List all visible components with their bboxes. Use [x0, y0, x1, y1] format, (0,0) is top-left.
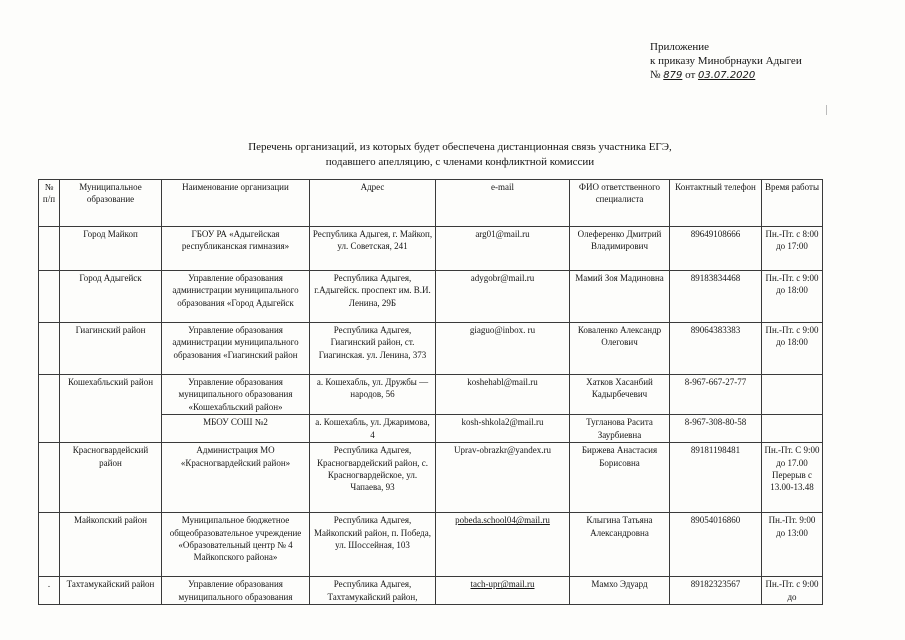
cell-num: . — [39, 577, 60, 605]
scan-mark — [826, 105, 827, 115]
cell-municipality: Гиагинский район — [60, 323, 162, 375]
header-num: № п/п — [39, 180, 60, 227]
cell-organization: Управление образования администрации муниципального образования «Город Адыгейск — [162, 271, 310, 323]
cell-municipality: Кошехабльский район — [60, 375, 162, 443]
cell-address: Республика Адыгея, Красногвардейский район, с. Красногвардейское, ул. Чапаева, 93 — [310, 443, 436, 513]
cell-num — [39, 271, 60, 323]
cell-email: Uprav-obrazkr@yandex.ru — [436, 443, 570, 513]
table-header-row — [39, 180, 823, 227]
cell-num — [39, 323, 60, 375]
cell-address: Республика Адыгея, Тахтамукайский район, — [310, 577, 436, 605]
cell-address: Республика Адыгея, Гиагинский район, ст. Гиагинская. ул. Ленина, 373 — [310, 323, 436, 375]
cell-address: а. Кошехабль, ул. Дружбы — народов, 56 — [310, 375, 436, 415]
cell-phone: 89181198481 — [670, 443, 762, 513]
cell-phone: 89183834468 — [670, 271, 762, 323]
cell-municipality: Тахтамукайский район — [60, 577, 162, 605]
cell-hours — [762, 415, 823, 443]
cell-num — [39, 443, 60, 513]
cell-person: Мамий Зоя Мадиновна — [570, 271, 670, 323]
title-line-1: Перечень организаций, из которых будет обеспечена дистанционная связь участника ЕГЭ, — [248, 141, 672, 153]
cell-municipality: Город Адыгейск — [60, 271, 162, 323]
cell-person: Хатков Хасанбий Кадырбечевич — [570, 375, 670, 415]
cell-hours: Пн.-Пт. с 9:00 до 18:00 — [762, 271, 823, 323]
header-email: e-mail — [436, 180, 570, 227]
cell-address: Республика Адыгея, Майкопский район, п. Победа, ул. Шоссейная, 103 — [310, 513, 436, 577]
number-prefix: № — [650, 69, 661, 81]
order-number: 879 — [663, 70, 683, 81]
cell-address: Республика Адыгея, г. Майкоп, ул. Советская, 241 — [310, 227, 436, 271]
appendix-number-line — [650, 68, 802, 83]
cell-hours: Пн.-Пт. с 8:00 до 17:00 — [762, 227, 823, 271]
cell-hours: Пн.-Пт. С 9:00 до 17.00 Перерыв с 13.00-13.48 — [762, 443, 823, 513]
header-address: Адрес — [310, 180, 436, 227]
cell-person: Олеференко Дмитрий Владимирович — [570, 227, 670, 271]
cell-phone: 8-967-308-80-58 — [670, 415, 762, 443]
cell-phone: 89649108666 — [670, 227, 762, 271]
appendix-order-ref: к приказу Минобрнауки Адыгеи — [650, 55, 802, 67]
table-row — [39, 375, 823, 415]
header-municipality: Муниципальное образование — [60, 180, 162, 227]
cell-person: Биржева Анастасия Борисовна — [570, 443, 670, 513]
cell-hours: Пн.-Пт. с 9:00 до — [762, 577, 823, 605]
cell-email: pobeda.school04@mail.ru — [436, 513, 570, 577]
table-row — [39, 577, 823, 605]
cell-person: Тугланова Расита Заурбиевна — [570, 415, 670, 443]
table-row — [39, 443, 823, 513]
header-hours: Время работы — [762, 180, 823, 227]
cell-phone: 89054016860 — [670, 513, 762, 577]
cell-email: tach-upr@mail.ru — [436, 577, 570, 605]
cell-num — [39, 513, 60, 577]
cell-email: kosh-shkola2@mail.ru — [436, 415, 570, 443]
cell-phone: 8-967-667-27-77 — [670, 375, 762, 415]
cell-num — [39, 375, 60, 443]
cell-address: Республика Адыгея, г.Адыгейск. проспект им. В.И. Ленина, 29Б — [310, 271, 436, 323]
cell-organization: Управление образования администрации муниципального образования «Гиагинский район — [162, 323, 310, 375]
cell-person: Коваленко Александр Олегович — [570, 323, 670, 375]
cell-organization: Управление образования муниципального образования «Кошехабльский район» — [162, 375, 310, 415]
cell-email: adygobr@mail.ru — [436, 271, 570, 323]
cell-num — [39, 227, 60, 271]
cell-address: а. Кошехабль, ул. Джаримова, 4 — [310, 415, 436, 443]
cell-hours: Пн.-Пт. 9:00 до 13:00 — [762, 513, 823, 577]
cell-organization: ГБОУ РА «Адыгейская республиканская гимназия» — [162, 227, 310, 271]
organizations-table — [38, 179, 823, 605]
cell-phone: 89182323567 — [670, 577, 762, 605]
cell-phone: 89064383383 — [670, 323, 762, 375]
cell-organization: Администрация МО «Красногвардейский район» — [162, 443, 310, 513]
cell-email: koshehabl@mail.ru — [436, 375, 570, 415]
cell-municipality: Город Майкоп — [60, 227, 162, 271]
header-organization: Наименование организации — [162, 180, 310, 227]
cell-municipality: Майкопский район — [60, 513, 162, 577]
cell-organization: МБОУ СОШ №2 — [162, 415, 310, 443]
cell-person: Клыгина Татьяна Александровна — [570, 513, 670, 577]
document-title — [150, 140, 770, 170]
cell-hours: Пн.-Пт. с 9:00 до 18:00 — [762, 323, 823, 375]
cell-email: giaguo@inbox. ru — [436, 323, 570, 375]
appendix-block — [650, 40, 802, 83]
table-row — [39, 271, 823, 323]
table-row — [39, 513, 823, 577]
cell-organization: Управление образования муниципального образования — [162, 577, 310, 605]
table-row — [39, 323, 823, 375]
cell-organization: Муниципальное бюджетное общеобразовательное учреждение «Образовательный центр № 4 Майкопского района» — [162, 513, 310, 577]
table-row — [39, 227, 823, 271]
cell-email: arg01@mail.ru — [436, 227, 570, 271]
cell-person: Мамхо Эдуард — [570, 577, 670, 605]
header-phone: Контактный телефон — [670, 180, 762, 227]
date-prefix: от — [685, 69, 696, 81]
header-person: ФИО ответственного специалиста — [570, 180, 670, 227]
appendix-title: Приложение — [650, 41, 710, 53]
order-date: 03.07.2020 — [698, 70, 756, 81]
cell-hours — [762, 375, 823, 415]
cell-municipality: Красногвардейский район — [60, 443, 162, 513]
title-line-2: подавшего апелляцию, с членами конфликтной комиссии — [325, 156, 595, 168]
